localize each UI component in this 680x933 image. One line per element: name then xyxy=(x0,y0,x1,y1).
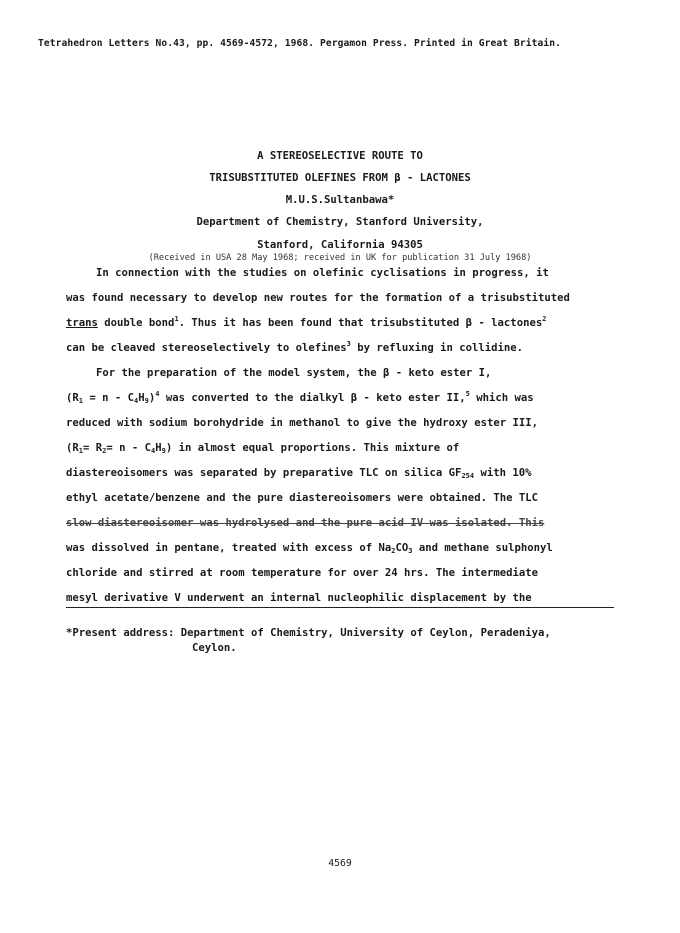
ref-superscript: 5 xyxy=(465,390,470,398)
ref-superscript: 1 xyxy=(174,315,179,323)
address: Stanford, California 94305 xyxy=(257,239,423,251)
journal-header: Tetrahedron Letters No.43, pp. 4569-4572, 1968. Pergamon Press. Printed in Great Britain. xyxy=(38,38,561,49)
text-span: (R xyxy=(66,442,79,454)
body-line-13: chloride and stirred at room temperature for over 24 hrs. The intermediate xyxy=(66,567,538,579)
text-span: by refluxing in collidine. xyxy=(350,342,524,354)
text-span: with 10% xyxy=(474,467,532,479)
text-span: was dissolved in pentane, treated with excess of Na xyxy=(66,542,392,554)
subscript: 3 xyxy=(408,547,413,555)
subscript: 2 xyxy=(102,447,107,455)
body-line-10: ethyl acetate/benzene and the pure diastereoisomers were obtained. The TLC xyxy=(66,492,538,504)
subscript: 1 xyxy=(78,397,83,405)
subscript: 254 xyxy=(461,472,475,480)
body-line-2: was found necessary to develop new routes for the formation of a trisubstituted xyxy=(66,292,570,304)
ref-superscript: 3 xyxy=(346,340,351,348)
text-span: can be cleaved stereoselectively to olefines xyxy=(66,342,347,354)
page-number: 4569 xyxy=(328,858,352,869)
text-span: and methane sulphonyl xyxy=(412,542,553,554)
text-span: double bond xyxy=(97,317,175,329)
subscript: 4 xyxy=(134,397,139,405)
text-span: H xyxy=(138,392,145,404)
body-line-4 xyxy=(66,342,523,354)
body-line-12 xyxy=(66,542,553,554)
subscript: 2 xyxy=(391,547,396,555)
author-name: M.U.S.Sultanbawa* xyxy=(285,194,395,206)
footnote-line-1: *Present address: Department of Chemistry, University of Ceylon, Peradeniya, xyxy=(66,627,551,639)
text-span: = n - C xyxy=(106,442,151,454)
text-span: ) in almost equal proportions. This mixture of xyxy=(165,442,460,454)
body-line-7: reduced with sodium borohydride in methanol to give the hydroxy ester III, xyxy=(66,417,538,429)
subscript: 1 xyxy=(78,447,83,455)
body-line-14: mesyl derivative V underwent an internal nucleophilic displacement by the xyxy=(66,592,532,604)
text-span: CO xyxy=(395,542,409,554)
body-line-5: For the preparation of the model system, the β - keto ester I, xyxy=(96,367,492,379)
text-span: (R xyxy=(66,392,79,404)
text-span: = n - C xyxy=(82,392,135,404)
subscript: 4 xyxy=(151,447,156,455)
text-span: which was xyxy=(469,392,534,404)
text-span: . Thus it has been found that trisubstituted β - lactones xyxy=(178,317,543,329)
ref-superscript: 4 xyxy=(155,390,160,398)
subscript: 9 xyxy=(161,447,166,455)
text-span: = R xyxy=(82,442,103,454)
text-span: diastereoisomers was separated by preparative TLC on silica GF xyxy=(66,467,462,479)
text-span: was converted to the dialkyl β - keto ester II, xyxy=(159,392,466,404)
body-line-8 xyxy=(66,442,459,454)
affiliation: Department of Chemistry, Stanford University, xyxy=(196,216,484,228)
body-line-3 xyxy=(66,317,546,329)
title-line-2: TRISUBSTITUTED OLEFINES FROM β - LACTONES xyxy=(209,172,471,184)
title-line-1: A STEREOSELECTIVE ROUTE TO xyxy=(257,150,423,162)
received-dates: (Received in USA 28 May 1968; received in UK for publication 31 July 1968) xyxy=(148,253,532,263)
body-line-1: In connection with the studies on olefinic cyclisations in progress, it xyxy=(96,267,549,279)
footnote-divider xyxy=(66,607,614,608)
trans-word: trans xyxy=(66,317,98,329)
body-line-6 xyxy=(66,392,534,404)
body-line-9 xyxy=(66,467,532,479)
body-line-11: slow diastereoisomer was hydrolysed and the pure acid IV was isolated. This xyxy=(66,517,545,529)
subscript: 9 xyxy=(144,397,149,405)
text-span: ) xyxy=(148,392,156,404)
footnote-line-2: Ceylon. xyxy=(192,642,237,654)
text-span: H xyxy=(155,442,162,454)
ref-superscript: 2 xyxy=(542,315,547,323)
